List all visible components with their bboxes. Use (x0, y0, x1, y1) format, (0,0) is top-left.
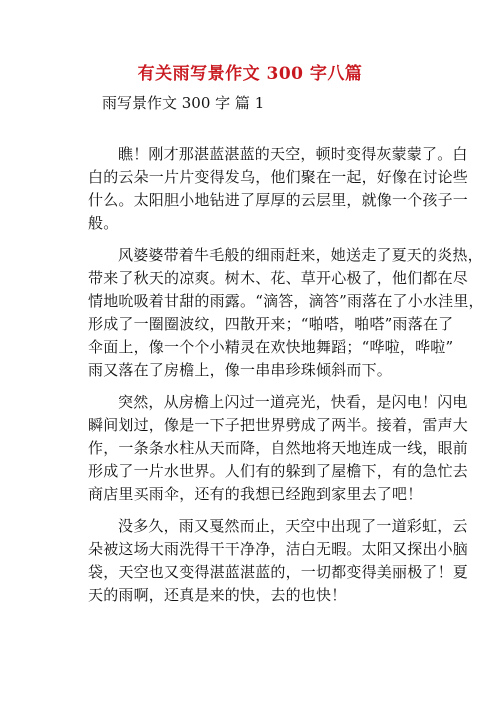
text-line: 作，一条条水柱从天而降，自然地将天地连成一线，眼前 (88, 439, 469, 457)
text-line: 朵被这场大雨洗得干干净净，洁白无暇。太阳又探出小脑 (88, 540, 469, 558)
text-line: 带来了秋天的凉爽。树木、花、草开心极了，他们都在尽 (88, 269, 469, 287)
text-line: 天的雨啊，还真是来的快，去的也快！ (88, 586, 347, 604)
paragraph (88, 244, 484, 382)
text-line: 突然，从房檐上闪过一道亮光，快看，是闪电！闪电 (118, 393, 468, 411)
text-line: 般。 (88, 214, 119, 232)
text-line: 风婆婆带着牛毛般的细雨赶来，她送走了夏天的炎热， (118, 246, 483, 264)
section-heading: 雨写景作文 300 字 篇 1 (102, 94, 265, 112)
text-line: 伞面上，像一个个小精灵在欢快地舞蹈；“哗啦，哗啦” (88, 338, 454, 356)
text-line: 瞬间划过，像是一下子把世界劈成了两半。接着，雷声大 (88, 416, 469, 434)
text-line: 袋，天空也又变得湛蓝湛蓝的，一切都变得美丽极了！夏 (88, 563, 469, 581)
paragraph (88, 143, 469, 235)
text-line: 形成了一片水世界。人们有的躲到了屋檐下，有的急忙去 (88, 462, 469, 480)
paragraph (88, 515, 469, 607)
text-line: 商店里买雨伞，还有的我想已经跑到家里去了吧！ (88, 485, 423, 503)
text-line: 没多久，雨又戛然而止，天空中出现了一道彩虹，云 (118, 517, 468, 535)
text-line: 瞧！刚才那湛蓝湛蓝的天空，顿时变得灰蒙蒙了。白 (118, 145, 468, 163)
text-line: 白的云朵一片片变得发乌，他们聚在一起，好像在讨论些 (88, 168, 469, 186)
text-line: 形成了一圈圈波纹，四散开来；“啪嗒，啪嗒”雨落在了 (88, 315, 454, 333)
text-line: 情地吮吸着甘甜的雨露。“滴答，滴答”雨落在了小水洼里， (88, 292, 484, 310)
essay-body (88, 143, 484, 607)
document-title: 有关雨写景作文 300 字八篇 (137, 64, 363, 84)
paragraph (88, 391, 469, 506)
text-line: 雨又落在了房檐上，像一串串珍珠倾斜而下。 (88, 361, 393, 379)
text-line: 什么。太阳胆小地钻进了厚厚的云层里，就像一个孩子一 (88, 191, 469, 209)
